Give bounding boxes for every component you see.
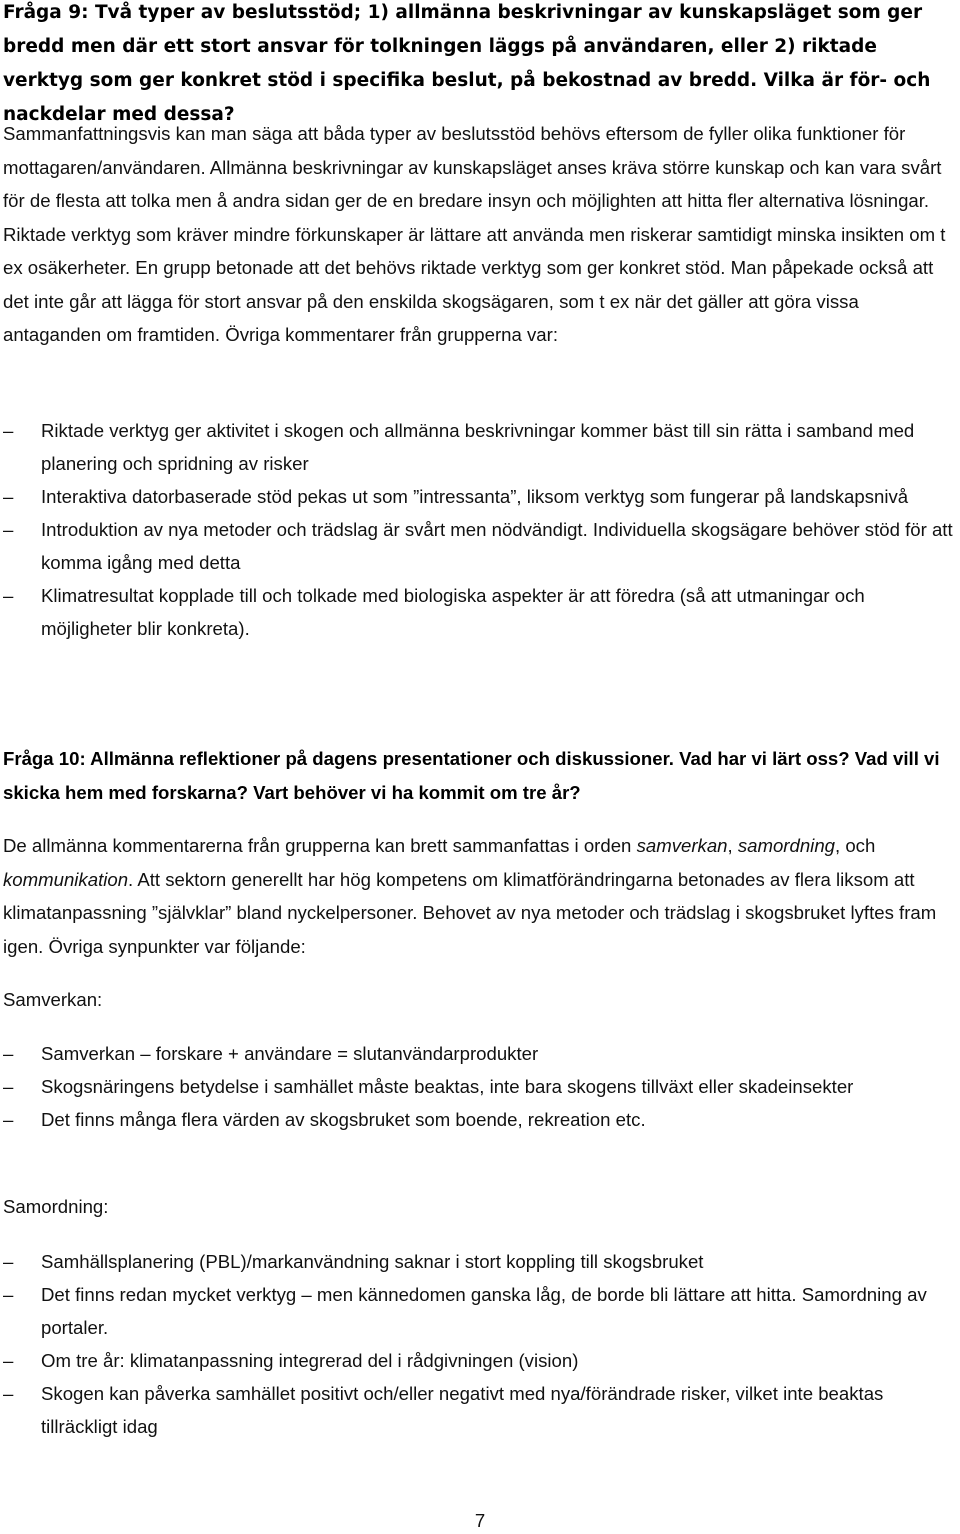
question-9-paragraph: Sammanfattningsvis kan man säga att båda typer av beslutsstöd behövs eftersom de fyller olika funktioner för mottagaren/användaren. Allmänna beskrivningar av kunskapsläget anses kräva större kunskap och kan vara svårt för de flesta att tolka men å andra sidan ger de en bredare insyn och möjlighten att hitta fler alternativa lösningar. Riktade verktyg som kräver mindre förkunskaper är lättare att använda men riskerar samtidigt minska insikten om t ex osäkerheter. En grupp betonade att det behövs riktade verktyg som ger konkret stöd. Man påpekade också att det inte går att lägga för stort ansvar på den enskilda skogsägaren, som t ex när det gäller att göra vissa antaganden om framtiden. Övriga kommentarer från grupperna var: <box>3 123 946 345</box>
list-item-text: Om tre år: klimatanpassning integrerad del i rådgivningen (vision) <box>41 1350 579 1371</box>
dash-bullet: – <box>3 1383 14 1404</box>
dash-bullet: – <box>3 1350 14 1371</box>
dash-bullet: – <box>3 1043 14 1064</box>
dash-bullet: – <box>3 1251 14 1272</box>
list-item <box>3 1037 958 1070</box>
paragraph-text: . Att sektorn generellt har hög kompetens om klimatförändringarna betonades av flera liksom att klimatanpassning ”självklar” bland nyckelpersoner. Behovet av nya metoder och trädslag i skogsbruket lyftes fram igen. Övriga synpunkter var följande: <box>3 868 937 957</box>
list-item <box>3 579 958 645</box>
list-item-text: Interaktiva datorbaserade stöd pekas ut som ”intressanta”, liksom verktyg som fungerar på landskapsnivå <box>41 486 909 507</box>
list-item-text: Klimatresultat kopplade till och tolkade med biologiska aspekter är att föredra (så att utmaningar och möjligheter blir konkreta). <box>41 585 865 639</box>
list-item <box>3 480 958 513</box>
dash-bullet: – <box>3 1076 14 1097</box>
list-item-text: Riktade verktyg ger aktivitet i skogen och allmänna beskrivningar kommer bäst till sin rätta i samband med planering och spridning av risker <box>41 420 915 474</box>
samverkan-label: Samverkan: <box>3 989 103 1010</box>
question-9-comment-list <box>3 414 958 645</box>
list-item <box>3 1344 958 1377</box>
list-item <box>3 1377 958 1443</box>
list-item-text: Introduktion av nya metoder och trädslag är svårt men nödvändigt. Individuella skogsägare behöver stöd för att komma igång med detta <box>41 519 953 573</box>
list-item <box>3 1103 958 1136</box>
keyword-kommunikation: kommunikation <box>3 868 129 890</box>
keyword-samverkan: samverkan <box>636 835 728 856</box>
samordning-label: Samordning: <box>3 1196 109 1217</box>
list-item-text: Skogen kan påverka samhället positivt och/eller negativt med nya/förändrade risker, vilket inte beaktas tillräckligt idag <box>41 1383 884 1437</box>
separator: , <box>727 835 738 856</box>
question-9-heading: Fråga 9: Två typer av beslutsstöd; 1) allmänna beskrivningar av kunskapsläget som ger bredd men där ett stort ansvar för tolkningen läggs på användaren, eller 2) riktade verktyg som ger konkret stöd i specifika beslut, på bekostnad av bredd. Vilka är för- och nackdelar med dessa? <box>3 2 931 125</box>
paragraph-text: De allmänna kommentarerna från grupperna kan brett sammanfattas i orden <box>3 835 637 856</box>
separator: , och <box>835 835 876 856</box>
list-item-text: Samverkan – forskare + användare = slutanvändarprodukter <box>41 1043 539 1064</box>
list-item-text: Det finns många flera värden av skogsbruket som boende, rekreation etc. <box>41 1109 646 1130</box>
list-item-text: Det finns redan mycket verktyg – men kännedomen ganska låg, de borde bli lättare att hitta. Samordning av portaler. <box>41 1284 927 1338</box>
list-item <box>3 414 958 480</box>
dash-bullet: – <box>3 1109 14 1130</box>
dash-bullet: – <box>3 519 14 540</box>
list-item-text: Samhällsplanering (PBL)/markanvändning saknar i stort koppling till skogsbruket <box>41 1251 704 1272</box>
samverkan-list <box>3 1037 958 1136</box>
dash-bullet: – <box>3 486 14 507</box>
dash-bullet: – <box>3 420 14 441</box>
dash-bullet: – <box>3 1284 14 1305</box>
question-10-paragraph <box>3 829 958 963</box>
page-number: 7 <box>474 1510 486 1531</box>
list-item <box>3 1245 958 1278</box>
question-10-heading: Fråga 10: Allmänna reflektioner på dagens presentationer och diskussioner. Vad har vi lärt oss? Vad vill vi skicka hem med forskarna? Vart behöver vi ha kommit om tre år? <box>3 748 940 803</box>
list-item <box>3 513 958 579</box>
list-item-text: Skogsnäringens betydelse i samhället måste beaktas, inte bara skogens tillväxt eller skadeinsekter <box>41 1076 854 1097</box>
keyword-samordning: samordning <box>737 835 835 856</box>
samordning-list <box>3 1245 958 1443</box>
dash-bullet: – <box>3 585 14 606</box>
list-item <box>3 1070 958 1103</box>
list-item <box>3 1278 958 1344</box>
